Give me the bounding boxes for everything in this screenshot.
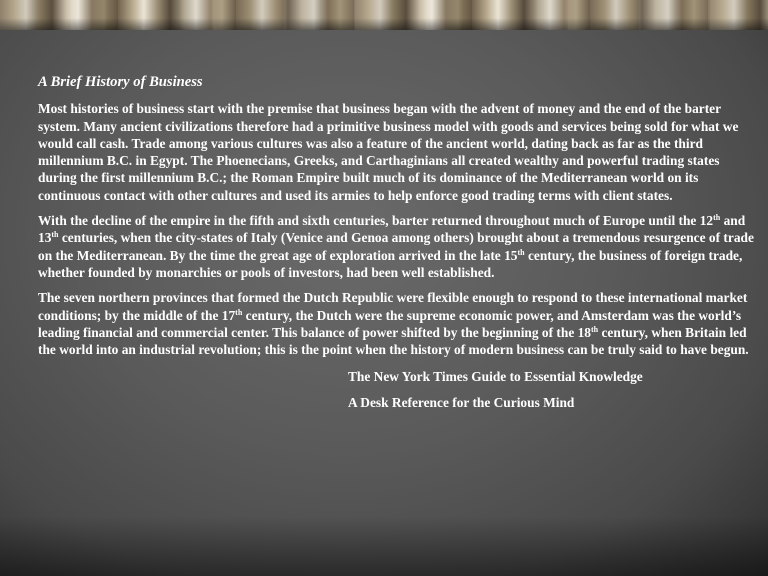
text-run: The seven northern provinces that formed the Dutch Republic were flexible enough to respond to these international market conditions; by the middle of the 17 — [38, 290, 748, 323]
slide-title: A Brief History of Business — [38, 74, 203, 90]
superscript: th — [517, 247, 525, 257]
superscript: th — [713, 213, 721, 223]
decorative-top-border — [0, 0, 768, 30]
text-run: With the decline of the empire in the fifth and sixth centuries, barter returned throughout much of Europe until the 12 — [38, 213, 714, 229]
text-run: centuries, when the city-states of Italy (Venice and Genoa among others) brought about a tremendous resurgence of trade on the Mediterranean. By the time the great age of exploration arrived in the late 15 — [38, 230, 754, 263]
bottom-shade — [0, 516, 768, 576]
superscript: th — [591, 324, 599, 334]
text-run: century, when Britain led the world into an industrial revolution; this is the point when the history of modern business can be truly said to have begun. — [38, 324, 749, 358]
slide-content — [38, 74, 758, 419]
superscript: th — [51, 230, 59, 240]
paragraph-dutch-republic — [38, 289, 758, 358]
text-run: and 13 — [38, 213, 746, 246]
source-book-title: The New York Times Guide to Essential Knowledge — [348, 369, 643, 385]
paragraph-ancient: Most histories of business start with the premise that business began with the advent of money and the end of the barter system. Many ancient civilizations therefore had a primitive business model with goods and services being sold for what we would call cash. Trade among various cultures was also a feature of the ancient world, dating back as far as the third millennium B.C. in Egypt. The Phoenecians, Greeks, and Carthaginians all created wealthy and powerful trading states during the first millennium B.C.; the Roman Empire built much of its dominance of the Mediterranean world on its continuous contact with other cultures and used its armies to help enforce good trading terms with client states. — [38, 101, 739, 203]
text-run: century, the business of foreign trade, whether founded by monarchies or pools of investors, had been well established. — [38, 247, 743, 280]
source-book-subtitle: A Desk Reference for the Curious Mind — [348, 394, 575, 410]
text-run: century, the Dutch were the supreme economic power, and Amsterdam was the world’s leading financial and commercial center. This balance of power shifted by the beginning of the 18 — [38, 307, 742, 340]
source-citation — [348, 368, 758, 411]
superscript: th — [235, 307, 243, 317]
paragraph-medieval — [38, 212, 758, 281]
